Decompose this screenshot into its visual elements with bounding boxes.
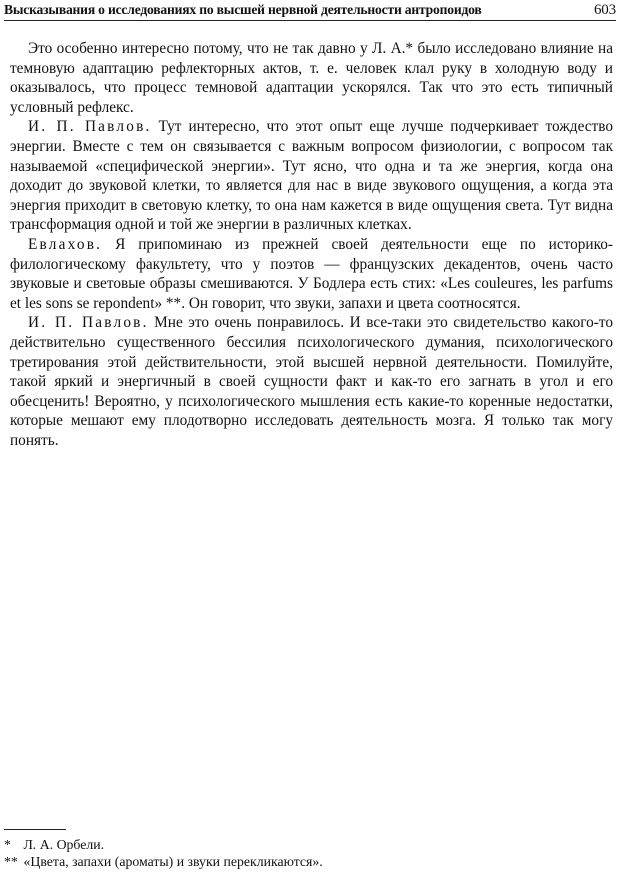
footnote [4,853,604,870]
article-body [10,39,613,450]
paragraph [10,39,613,117]
speaker-name: И. П. Павлов. [28,314,149,332]
paragraph [10,235,613,313]
speaker-name: И. П. Павлов. [28,118,152,136]
paragraph-text: Тут интересно, что этот опыт еще лучше подчеркивает тождество энергии. Вместе с тем он связывается с важным вопросом физиологии, с вопросом так называемой «специфической энергии». Тут ясно, что одна и та же энергия, когда она доходит до звуковой клетки, то является для нас в виде звукового ощущения, а когда эта энергия приходит в световую клетку, то она нам кажется в виде ощущения света. Тут видна трансформация одной и той же энергии в различных клетках. [10,118,613,234]
speaker-name: Евлахов. [28,235,103,253]
running-head [4,2,616,21]
footnote-text: Л. А. Орбели. [23,837,105,852]
footnote-divider [4,829,66,830]
page-number: 603 [593,2,616,18]
paragraph-text: Мне это очень понравилось. И все-таки это свидетельство какого-то действительно существенного бессилия психологического думания, психологического третирования этой действительности, этой высшей нервной деятельности. Помилуйте, такой яркий и энергичный в своей сущности факт и как-то его загнать в угол и его обесценить! Вероятно, у психологического мышления есть какие-то коренные недостатки, которые мешают ему плодотворно исследовать деятельность мозга. Я только так могу понять. [10,314,613,449]
footnote [4,836,604,853]
running-title: Высказывания о исследованиях по высшей нервной деятельности антропоидов [4,2,482,17]
paragraph [10,117,613,235]
paragraph-text: Я припоминаю из прежней своей деятельности еще по историко-филологическому факультету, что у поэтов — французских декадентов, очень часто звуковые и световые образы смешиваются. У Бодлера есть стих: «Les couleures, les parfums et les sons se repondent» **. Он говорит, что звуки, запахи и цвета соотносятся. [10,235,613,312]
footnote-text: «Цвета, запахи (ароматы) и звуки перекликаются». [23,854,323,869]
footnotes [4,836,604,870]
footnote-marker: ** [4,854,18,869]
paragraph-text: Это особенно интересно потому, что не так давно у Л. А.* было исследовано влияние на темновую адаптацию рефлекторных актов, т. е. человек клал руку в холодную воду и оказывалось, что процесс темновой адаптации ускорялся. Так что это есть типичный условный рефлекс. [10,40,613,116]
paragraph [10,313,613,450]
footnote-marker: * [4,837,11,852]
